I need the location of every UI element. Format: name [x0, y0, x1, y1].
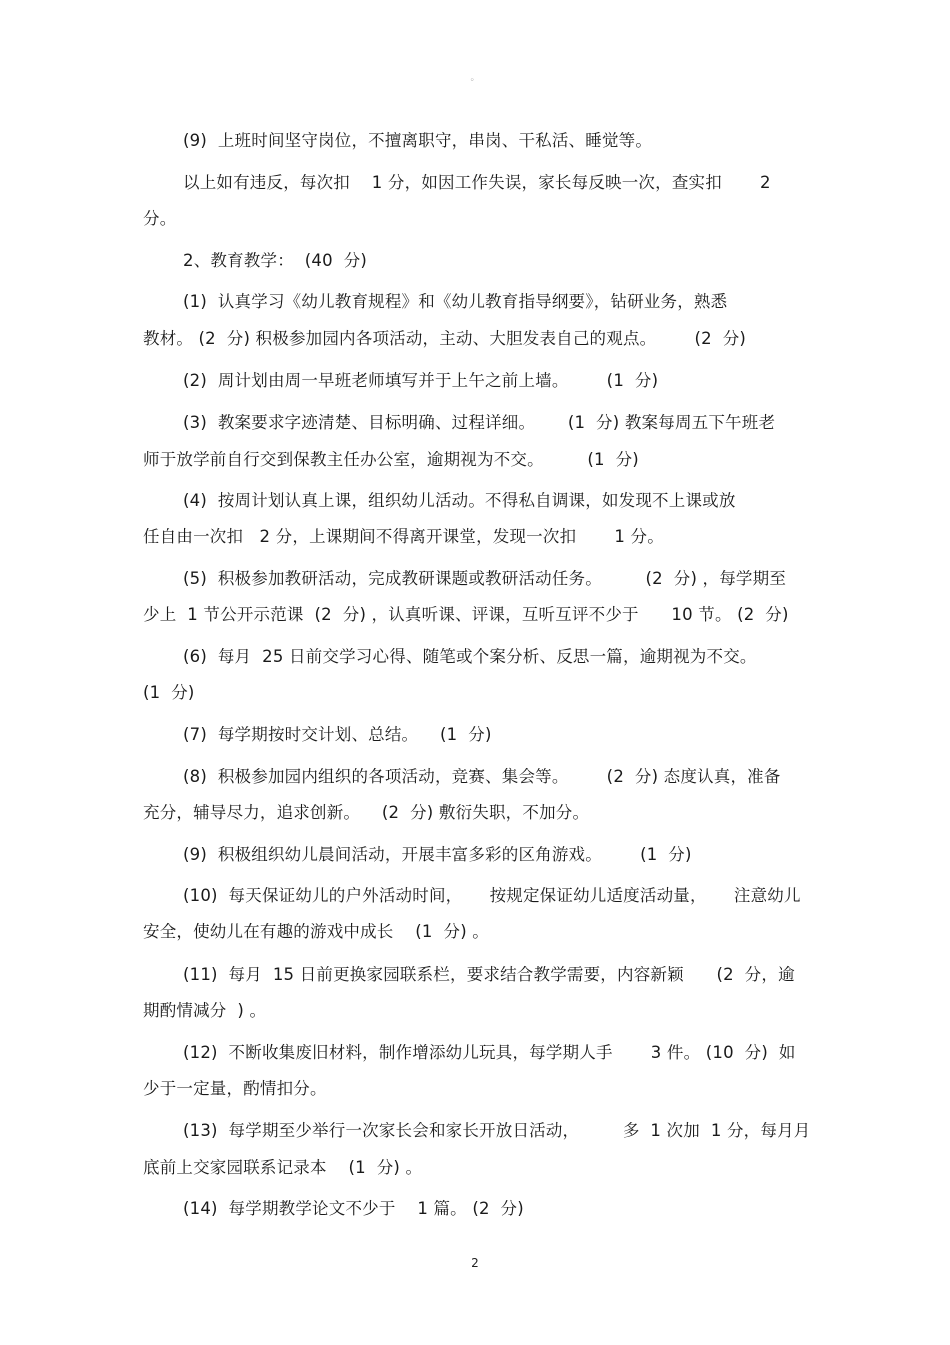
text-line-24: (12) 不断收集废旧材料，制作增添幼儿玩具，每学期人手 3 件。 (10 分) 如	[183, 1043, 796, 1062]
text-line-8: (3) 教案要求字迹清楚、目标明确、过程详细。 (1 分) 教案每周五下午班老	[183, 413, 776, 432]
text-line-5: (1) 认真学习《幼儿教育规程》和《幼儿教育指导纲要》，钻研业务，熟悉	[183, 292, 728, 311]
text-line-13: 少上 1 节公开示范课 (2 分) ，认真听课、评课，互听互评不少于 10 节。 (2 分)	[143, 605, 789, 624]
text-line-21: 安全，使幼儿在有趣的游戏中成长 (1 分) 。	[143, 922, 489, 941]
text-line-18: 充分，辅导尽力，追求创新。 (2 分) 敷衍失职，不加分。	[143, 803, 590, 822]
text-line-27: 底前上交家园联系记录本 (1 分) 。	[143, 1158, 423, 1177]
text-line-7: (2) 周计划由周一早班老师填写并于上午之前上墙。 (1 分)	[183, 371, 659, 390]
text-line-9: 师于放学前自行交到保教主任办公室，逾期视为不交。 (1 分)	[143, 450, 639, 469]
text-line-4: 2、教育教学： (40 分)	[183, 251, 368, 270]
text-line-25: 少于一定量，酌情扣分。	[143, 1079, 327, 1098]
text-line-12: (5) 积极参加教研活动，完成教研课题或教研活动任务。 (2 分) ，每学期至	[183, 569, 787, 588]
header-mark: 。	[470, 73, 480, 83]
text-line-11: 任自由一次扣 2 分，上课期间不得离开课堂，发现一次扣 1 分。	[143, 527, 664, 546]
text-line-20: (10) 每天保证幼儿的户外活动时间， 按规定保证幼儿适度活动量， 注意幼儿	[183, 886, 801, 905]
text-line-10: (4) 按周计划认真上课，组织幼儿活动。不得私自调课，如发现不上课或放	[183, 491, 736, 510]
page-number: 2	[471, 1256, 479, 1270]
text-line-23: 期酌情减分 ) 。	[143, 1001, 267, 1020]
text-line-28: (14) 每学期教学论文不少于 1 篇。 (2 分)	[183, 1199, 524, 1218]
text-line-3: 分。	[143, 209, 177, 228]
text-line-26: (13) 每学期至少举行一次家长会和家长开放日活动， 多 1 次加 1 分，每月月	[183, 1121, 811, 1140]
text-line-15: (1 分)	[143, 683, 195, 702]
text-line-2: 以上如有违反，每次扣 1 分，如因工作失误，家长每反映一次，查实扣 2	[183, 173, 771, 192]
text-line-17: (8) 积极参加园内组织的各项活动，竞赛、集会等。 (2 分) 态度认真，准备	[183, 767, 781, 786]
text-line-6: 教材。 (2 分) 积极参加园内各项活动，主动、大胆发表自己的观点。 (2 分)	[143, 329, 747, 348]
text-line-1: (9) 上班时间坚守岗位，不擅离职守，串岗、干私活、睡觉等。	[183, 131, 653, 150]
text-line-14: (6) 每月 25 日前交学习心得、随笔或个案分析、反思一篇，逾期视为不交。	[183, 647, 757, 666]
text-line-19: (9) 积极组织幼儿晨间活动，开展丰富多彩的区角游戏。 (1 分)	[183, 845, 692, 864]
text-line-22: (11) 每月 15 日前更换家园联系栏，要求结合教学需要，内容新颖 (2 分，逾	[183, 965, 795, 984]
text-line-16: (7) 每学期按时交计划、总结。 (1 分)	[183, 725, 492, 744]
